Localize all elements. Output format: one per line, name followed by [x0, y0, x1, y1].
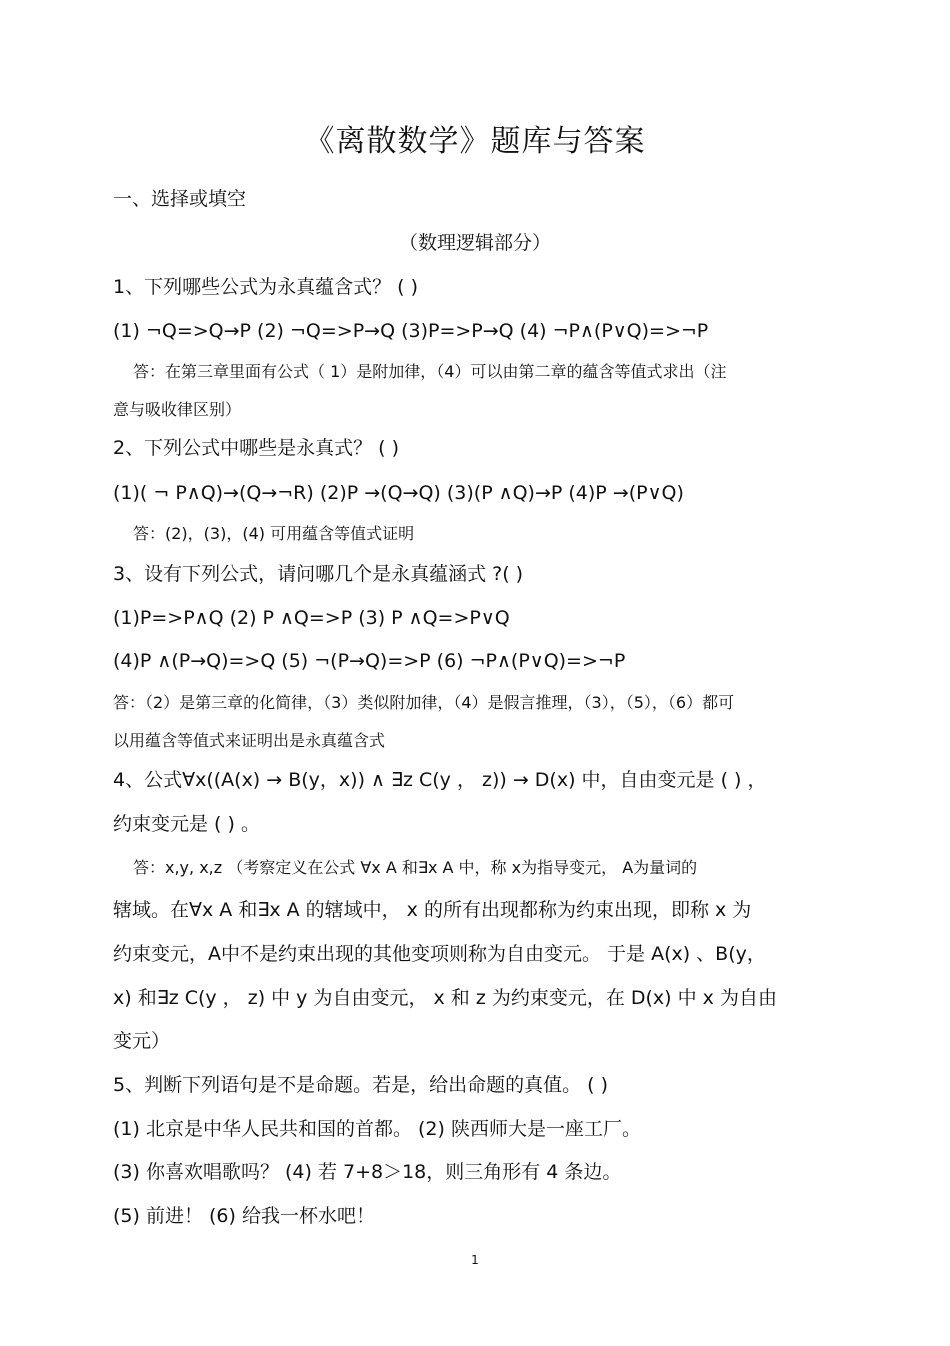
answer-4-line-5: 变元）	[113, 1030, 171, 1052]
answer-1-line-1: 答：在第三章里面有公式（ 1）是附加律，（4）可以由第二章的蕴含等值式求出（注	[133, 362, 727, 381]
answer-1-line-2: 意与吸收律区别）	[113, 400, 242, 419]
answer-3-line-2: 以用蕴含等值式来证明出是永真蕴含式	[113, 731, 386, 750]
answer-2: 答：(2)，(3)，(4) 可用蕴含等值式证明	[133, 524, 415, 543]
question-4-line-2: 约束变元是 ( ) 。	[113, 813, 260, 835]
question-5-items-line-2: (3) 你喜欢唱歌吗？ (4) 若 7+8＞18，则三角形有 4 条边。	[113, 1161, 622, 1183]
question-4-line-1: 4、公式∀x((A(x) → B(y，x)) ∧ ∃z C(y ， z)) → D(x) 中，自由变元是 ( ) ，	[113, 769, 767, 791]
answer-4-line-3: 约束变元，A中不是约束出现的其他变项则称为自由变元。 于是 A(x) 、B(y，	[113, 943, 766, 965]
page-number: 1	[471, 1253, 479, 1267]
question-3-options-line-1: (1)P=>P∧Q (2) P ∧Q=>P (3) P ∧Q=>P∨Q	[113, 607, 510, 629]
answer-4-line-1: 答：x,y, x,z （考察定义在公式 ∀x A 和∃x A 中，称 x为指导变元， A为量词的	[133, 858, 698, 877]
question-3-options-line-2: (4)P ∧(P→Q)=>Q (5) ¬(P→Q)=>P (6) ¬P∧(P∨Q)=>¬P	[113, 650, 626, 672]
answer-4-line-4: x) 和∃z C(y ， z) 中 y 为自由变元， x 和 z 为约束变元，在 D(x) 中 x 为自由	[113, 987, 777, 1009]
answer-4-line-2: 辖域。在∀x A 和∃x A 的辖域中， x 的所有出现都称为约束出现，即称 x 为	[113, 899, 752, 921]
section-heading: 一、选择或填空	[113, 188, 247, 210]
question-5-items-line-1: (1) 北京是中华人民共和国的首都。 (2) 陕西师大是一座工厂。	[113, 1118, 641, 1140]
question-1-options: (1) ¬Q=>Q→P (2) ¬Q=>P→Q (3)P=>P→Q (4) ¬P∧(P∨Q)=>¬P	[113, 320, 709, 342]
subsection-heading: （数理逻辑部分）	[398, 232, 551, 254]
question-1: 1、下列哪些公式为永真蕴含式？ ( )	[113, 276, 418, 298]
document-title: 《离散数学》题库与答案	[304, 124, 646, 159]
question-3: 3、设有下列公式，请问哪几个是永真蕴涵式 ?( )	[113, 563, 524, 585]
answer-3-line-1: 答：（2）是第三章的化简律，（3）类似附加律，（4）是假言推理，（3），（5），（6）都可	[113, 693, 735, 712]
question-2-options: (1)( ¬ P∧Q)→(Q→¬R) (2)P →(Q→Q) (3)(P ∧Q)→P (4)P →(P∨Q)	[113, 482, 684, 504]
question-5-items-line-3: (5) 前进！ (6) 给我一杯水吧！	[113, 1205, 375, 1227]
question-5: 5、判断下列语句是不是命题。若是，给出命题的真值。 ( )	[113, 1074, 608, 1096]
question-2: 2、下列公式中哪些是永真式？ ( )	[113, 437, 399, 459]
